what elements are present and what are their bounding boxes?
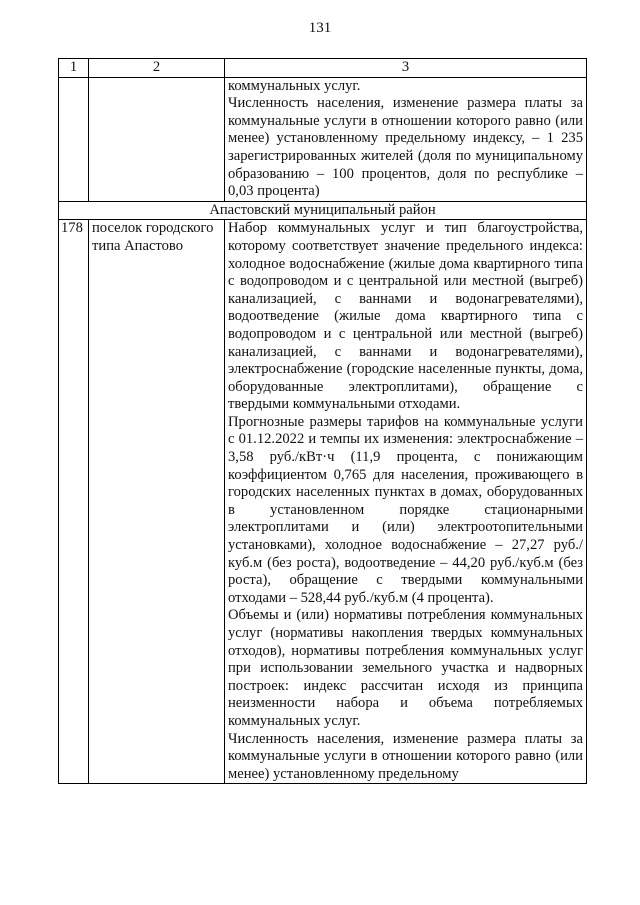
table-row [59,220,587,784]
header-col-1: 1 [59,59,89,78]
continuation-number-cell [59,77,89,201]
tariff-table [58,58,587,784]
continuation-paragraph: Численность населения, изменение размера платы за коммунальные услуги в отношении которого равно (или менее) установленному предельному индексу, – 1 235 зарегистрированных жителей (доля по муниципальному образованию – 100 процентов, доля по республике – 0,03 процента) [228,95,583,200]
description-paragraph: Прогнозные размеры тарифов на коммунальные услуги с 01.12.2022 и темпы их изменения: электроснабжение – 3,58 руб./кВт·ч (11,9 процента, с понижающим коэффициентом 0,765 для населения, проживающего в городских населенных пунктах в домах, оборудованных в установленном порядке стационарными электроплитами и (или) электроотопительными установками), холодное водоснабжение – 27,27 руб./куб.м (без роста), водоотведение – 44,20 руб./куб.м (без роста), обращение с твердыми коммунальными отходами – 528,44 руб./куб.м (4 процента). [228,413,583,606]
row-number: 178 [59,220,89,784]
page-number: 131 [308,20,332,36]
description-paragraph: Набор коммунальных услуг и тип благоустройства, которому соответствует значение предельного индекса: холодное водоснабжение (жилые дома квартирного типа с водопроводом и с центральной или местной (выгреб) канализацией, с ваннами и водонагревателями), водоотведение (жилые дома квартирного типа с водопроводом и с центральной или местной (выгреб) канализацией, с ваннами и водонагревателями), электроснабжение (городские населенные пункты, дома, оборудованные электроплитами), обращение с твердыми коммунальными отходами. [228,220,583,413]
description-paragraph: Объемы и (или) нормативы потребления коммунальных услуг (нормативы накопления твердых коммунальных отходов), нормативы потребления коммунальных услуг при использовании земельного участка и надворных построек: индекс рассчитан исходя из принципа неизменности набора и объема потребляемых коммунальных услуг. [228,607,583,729]
header-col-3: 3 [225,59,587,78]
continuation-description-cell [225,77,587,201]
continuation-paragraph: коммунальных услуг. [228,77,361,94]
district-name: Апастовский муниципальный район [59,201,587,220]
row-description-cell [225,220,587,784]
continuation-row [59,77,587,201]
table-header-row [59,59,587,78]
description-paragraph: Численность населения, изменение размера платы за коммунальные услуги в отношении которого равно (или менее) установленному предельному [228,730,583,782]
locality-name: поселок городского типа Апастово [89,220,225,784]
header-col-2: 2 [89,59,225,78]
district-row [59,201,587,220]
continuation-locality-cell [89,77,225,201]
